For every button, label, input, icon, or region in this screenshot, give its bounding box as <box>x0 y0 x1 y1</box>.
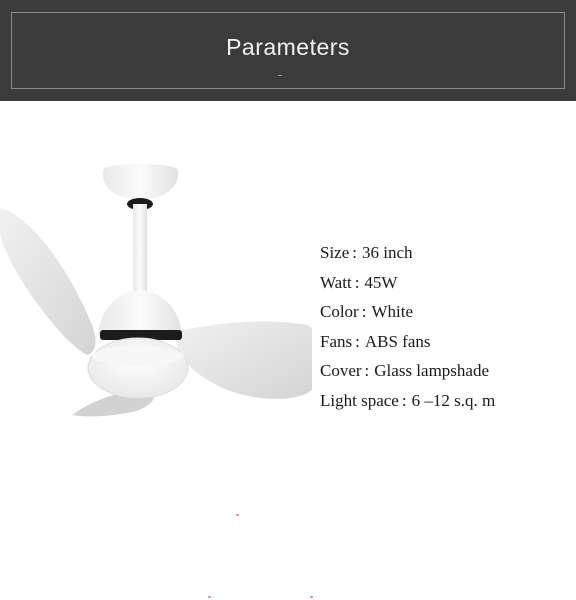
banner-title: Parameters <box>226 34 350 60</box>
spec-separator: : <box>355 331 360 351</box>
spec-label: Fans <box>320 331 353 351</box>
spec-list <box>320 238 570 415</box>
spec-label: Watt <box>320 272 352 292</box>
spec-separator: : <box>354 272 360 292</box>
decorative-speck <box>208 596 211 598</box>
lamp-cover-rim <box>92 346 184 366</box>
spec-label: Cover <box>320 361 362 380</box>
spec-separator: : <box>401 390 407 410</box>
spec-value: 6 –12 s.q. m <box>411 390 496 410</box>
spec-label: Light space <box>320 390 399 410</box>
spec-row-fans <box>320 327 570 357</box>
spec-value: White <box>371 302 414 321</box>
fan-blade-right <box>175 321 312 398</box>
fan-downrod <box>133 204 147 296</box>
spec-separator: : <box>364 361 370 380</box>
spec-label: Size <box>320 243 350 262</box>
spec-row-size <box>320 238 570 268</box>
spec-value: Glass lampshade <box>374 361 490 380</box>
spec-value: ABS fans <box>364 331 431 351</box>
fan-blade-left <box>0 208 95 355</box>
parameters-banner <box>0 0 576 101</box>
fan-canopy <box>103 164 178 200</box>
decorative-speck <box>310 596 313 598</box>
spec-label: Color <box>320 302 359 321</box>
spec-row-color <box>320 297 570 327</box>
spec-row-light-space <box>320 386 570 416</box>
spec-value: 36 inch <box>362 243 413 262</box>
ceiling-fan-icon <box>0 160 312 422</box>
spec-separator: : <box>352 243 358 262</box>
spec-row-cover <box>320 356 570 386</box>
banner-underline-mark <box>278 75 282 76</box>
spec-value: 45W <box>364 272 398 292</box>
decorative-speck <box>236 514 239 516</box>
spec-separator: : <box>361 302 367 321</box>
spec-row-watt <box>320 268 570 298</box>
fan-motor-housing <box>98 290 182 336</box>
